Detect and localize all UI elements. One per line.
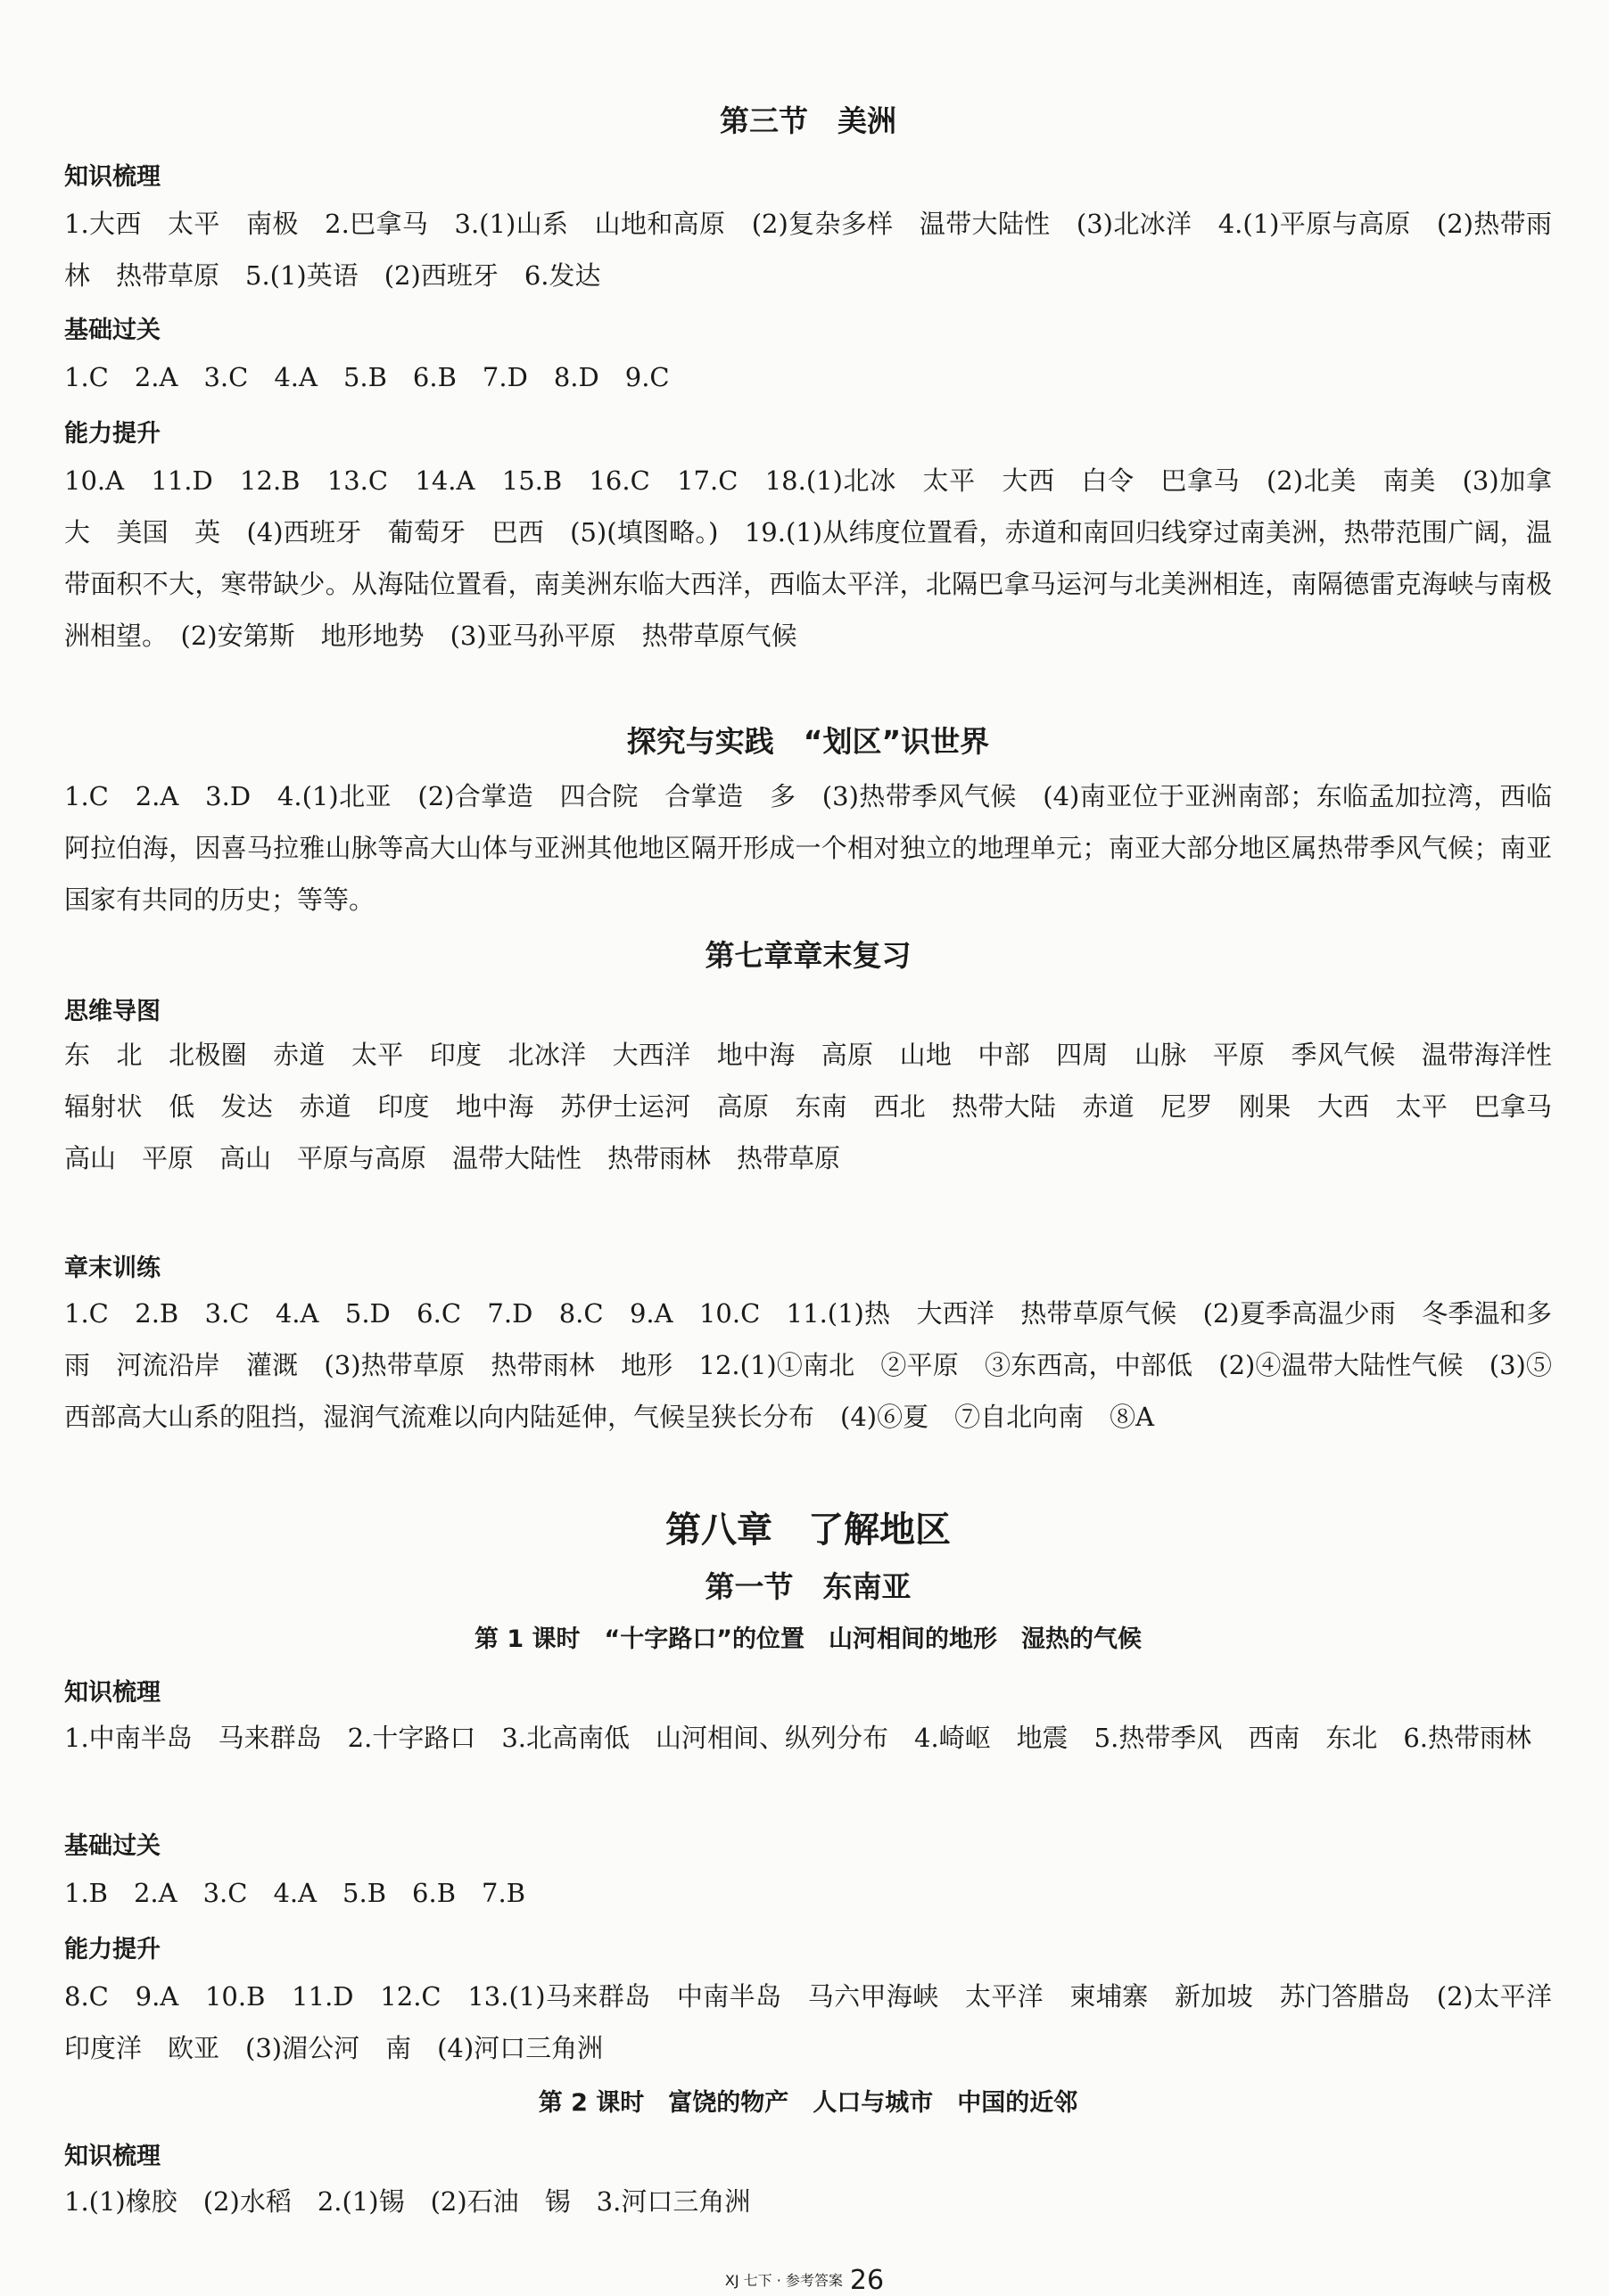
footer-label: XJ 七下 · 参考答案: [724, 2272, 843, 2289]
lesson-title-1: 第 1 课时 “十字路口”的位置 山河相间的地形 湿热的气候: [474, 1625, 1143, 1653]
label-basic-2: 基础过关: [64, 1832, 161, 1860]
answers-ability-americas: 10.A 11.D 12.B 13.C 14.A 15.B 16.C 17.C 18.(1)北冰 太平 大西 白令 巴拿马 (2)北美 南美 (3)加拿大 美国 英 (4)西班牙 葡萄牙 巴西 (5)(填图略。) 19.(1)从纬度位置看，赤道和南回归线穿过南美洲，热带范围广阔，温带面积不大，寒带缺少。从海陆位置看，南美洲东临大西洋，西临太平洋，北隔巴拿马运河与北美洲相连，南隔德雷克海峡与南极洲相望。 (2)安第斯 地形地势 (3)亚马孙平原 热带草原气候: [64, 465, 1552, 651]
lesson-title-2: 第 2 课时 富饶的物产 人口与城市 中国的近邻: [538, 2089, 1078, 2117]
label-chapter-training: 章末训练: [64, 1255, 161, 1282]
section-title-chapter7-review: 第七章章末复习: [705, 938, 912, 973]
label-knowledge-3: 知识梳理: [64, 2143, 161, 2170]
label-mindmap: 思维导图: [64, 998, 161, 1025]
page-footer: [0, 2265, 1609, 2296]
answers-basic-sea1: 1.B 2.A 3.C 4.A 5.B 6.B 7.B: [64, 1878, 526, 1908]
section-title-southeast-asia: 第一节 东南亚: [705, 1569, 912, 1604]
section-title-americas: 第三节 美洲: [720, 103, 896, 138]
answers-knowledge-sea2: 1.(1)橡胶 (2)水稻 2.(1)锡 (2)石油 锡 3.河口三角洲: [64, 2186, 751, 2217]
answers-chapter-training: 1.C 2.B 3.C 4.A 5.D 6.C 7.D 8.C 9.A 10.C 11.(1)热 大西洋 热带草原气候 (2)夏季高温少雨 冬季温和多雨 河流沿岸 灌溉 (3)热带草原 热带雨林 地形 12.(1)①南北 ②平原 ③东西高，中部低 (2)④温带大陆性气候 (3)⑤西部高大山系的阻挡，湿润气流难以向内陆延伸，气候呈狭长分布 (4)⑥夏 ⑦自北向南 ⑧A: [64, 1298, 1552, 1432]
label-knowledge: 知识梳理: [64, 163, 161, 191]
answers-ability-sea1: 8.C 9.A 10.B 11.D 12.C 13.(1)马来群岛 中南半岛 马六甲海峡 太平洋 柬埔寨 新加坡 苏门答腊岛 (2)太平洋 印度洋 欧亚 (3)湄公河 南 (4)河口三角洲: [64, 1981, 1579, 2063]
answers-basic-americas: 1.C 2.A 3.C 4.A 5.B 6.B 7.D 8.D 9.C: [64, 362, 670, 392]
answers-practice: 1.C 2.A 3.D 4.(1)北亚 (2)合掌造 四合院 合掌造 多 (3)热带季风气候 (4)南亚位于亚洲南部；东临孟加拉湾，西临阿拉伯海，因喜马拉雅山脉等高大山体与亚洲其他地区隔开形成一个相对独立的地理单元；南亚大部分地区属热带季风气候；南亚国家有共同的历史；等等。: [64, 781, 1552, 915]
label-ability-2: 能力提升: [64, 1936, 161, 1963]
answers-knowledge-sea1: 1.中南半岛 马来群岛 2.十字路口 3.北高南低 山河相间、纵列分布 4.崎岖 地震 5.热带季风 西南 东北 6.热带雨林: [64, 1723, 1532, 1753]
label-knowledge-2: 知识梳理: [64, 1679, 161, 1707]
chapter-title-8: 第八章 了解地区: [665, 1510, 951, 1551]
page-number: 26: [849, 2265, 885, 2296]
label-basic: 基础过关: [64, 317, 161, 344]
answers-mindmap: 东 北 北极圈 赤道 太平 印度 北冰洋 大西洋 地中海 高原 山地 中部 四周 山脉 平原 季风气候 温带海洋性 辐射状 低 发达 赤道 印度 地中海 苏伊士运河 高原 东南 西北 热带大陆 赤道 尼罗 刚果 大西 太平 巴拿马 高山 平原 高山 平原与高原 温带大陆性 热带雨林 热带草原: [64, 1040, 1579, 1173]
answers-knowledge-americas: 1.大西 太平 南极 2.巴拿马 3.(1)山系 山地和高原 (2)复杂多样 温带大陆性 (3)北冰洋 4.(1)平原与高原 (2)热带雨林 热带草原 5.(1)英语 (2)西班牙 6.发达: [64, 209, 1552, 291]
label-ability: 能力提升: [64, 420, 161, 448]
section-title-practice: 探究与实践 “划区”识世界: [626, 724, 990, 759]
